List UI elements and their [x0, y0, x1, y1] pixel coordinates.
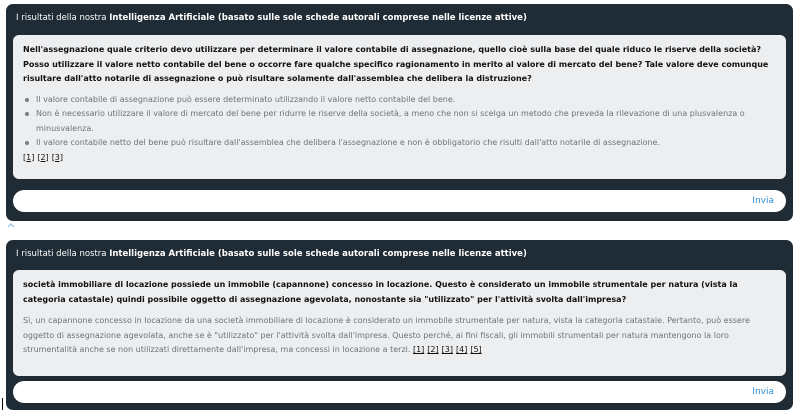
ai-results-panel-1	[6, 4, 793, 221]
question-input-bar	[13, 190, 786, 212]
answer-bullet	[23, 107, 777, 136]
question-text: Nell'assegnazione quale criterio devo utilizzare per determinare il valore contabile di assegnazione, quello cioè sulla base del quale riduco le riserve della società? Posso utilizzare il valore netto contabile del bene o occorre fare qualche specifico ragionamento in merito al valore di mercato del bene? Tale valore deve comunque risultare dall'atto notarile di assegnazione o può risultare solamente dall'assemblea che delibera la distruzione?	[23, 45, 769, 83]
bullet-dot-icon	[25, 112, 29, 116]
question-input[interactable]	[23, 193, 727, 211]
reference-link-5[interactable]: [5]	[470, 345, 482, 354]
reference-link-2[interactable]: [2]	[37, 152, 49, 162]
send-button[interactable]: Invia	[752, 196, 774, 206]
bullet-dot-icon	[25, 141, 29, 145]
question-input[interactable]	[23, 384, 727, 402]
header-bold: Intelligenza Artificiale (basato sulle sole schede autorali comprese nelle licenze attive)	[109, 13, 527, 23]
answer-card	[13, 270, 786, 376]
bullet-text: Non è necessario utilizzare il valore di mercato del bene per ridurre le riserve della società, a meno che non si scelga un metodo che preveda la rilevazione di una plusvalenza o minusvalenza.	[36, 109, 745, 133]
header-prefix: I risultati della nostra	[16, 249, 110, 259]
question-input-bar	[13, 381, 786, 403]
chevron-up-icon[interactable]	[7, 222, 15, 228]
answer-bullet	[23, 136, 777, 151]
references	[23, 151, 777, 165]
answer-bullets	[23, 93, 777, 151]
answer-text	[23, 314, 777, 358]
reference-link-3[interactable]: [3]	[441, 345, 453, 354]
ai-results-panel-2	[6, 240, 793, 410]
bullet-text: Il valore contabile netto del bene può risultare dall'assemblea che delibera l'assegnazione e non è obbligatorio che risulti dall'atto notarile di assegnazione.	[36, 138, 660, 147]
panel-header	[6, 240, 793, 268]
question-text: società immobiliare di locazione possiede un immobile (capannone) concesso in locazione. Questo è considerato un immobile strumentale per natura (vista la categoria catastale) quindi possibile oggetto di assegnazione agevolata, nonostante sia "utilizzato" per l'attività svolta dall'impresa?	[23, 280, 738, 304]
bullet-dot-icon	[25, 98, 29, 102]
bullet-text: Il valore contabile di assegnazione può essere determinato utilizzando il valore netto contabile del bene.	[36, 94, 456, 104]
answer-card	[13, 35, 786, 179]
reference-link-4[interactable]: [4]	[455, 345, 468, 354]
answer-bullet	[23, 93, 777, 108]
header-prefix: I risultati della nostra	[16, 13, 110, 23]
text-cursor	[2, 398, 3, 410]
reference-link-3[interactable]: [3]	[51, 152, 64, 162]
reference-link-1[interactable]: [1]	[412, 345, 425, 354]
answer-body: Sì, un capannone concesso in locazione da una società immobiliare di locazione è considerato un immobile strumentale per natura, vista la categoria catastale. Pertanto, può essere oggetto di assegnazione agevolata, anche se è "utilizzato" per l'attività svolta dall'impresa. Questo perché, ai fini fiscali, gli immobili strumentali per natura mantengono la loro strumentalità anche se non utilizzati direttamente dall'impresa, ma concessi in locazione a terzi.	[23, 316, 750, 354]
reference-link-1[interactable]: [1]	[23, 152, 35, 162]
reference-link-2[interactable]: [2]	[427, 345, 439, 354]
send-button[interactable]: Invia	[752, 387, 774, 397]
header-bold: Intelligenza Artificiale (basato sulle sole schede autorali comprese nelle licenze attive)	[109, 249, 527, 259]
panel-header	[6, 4, 793, 32]
